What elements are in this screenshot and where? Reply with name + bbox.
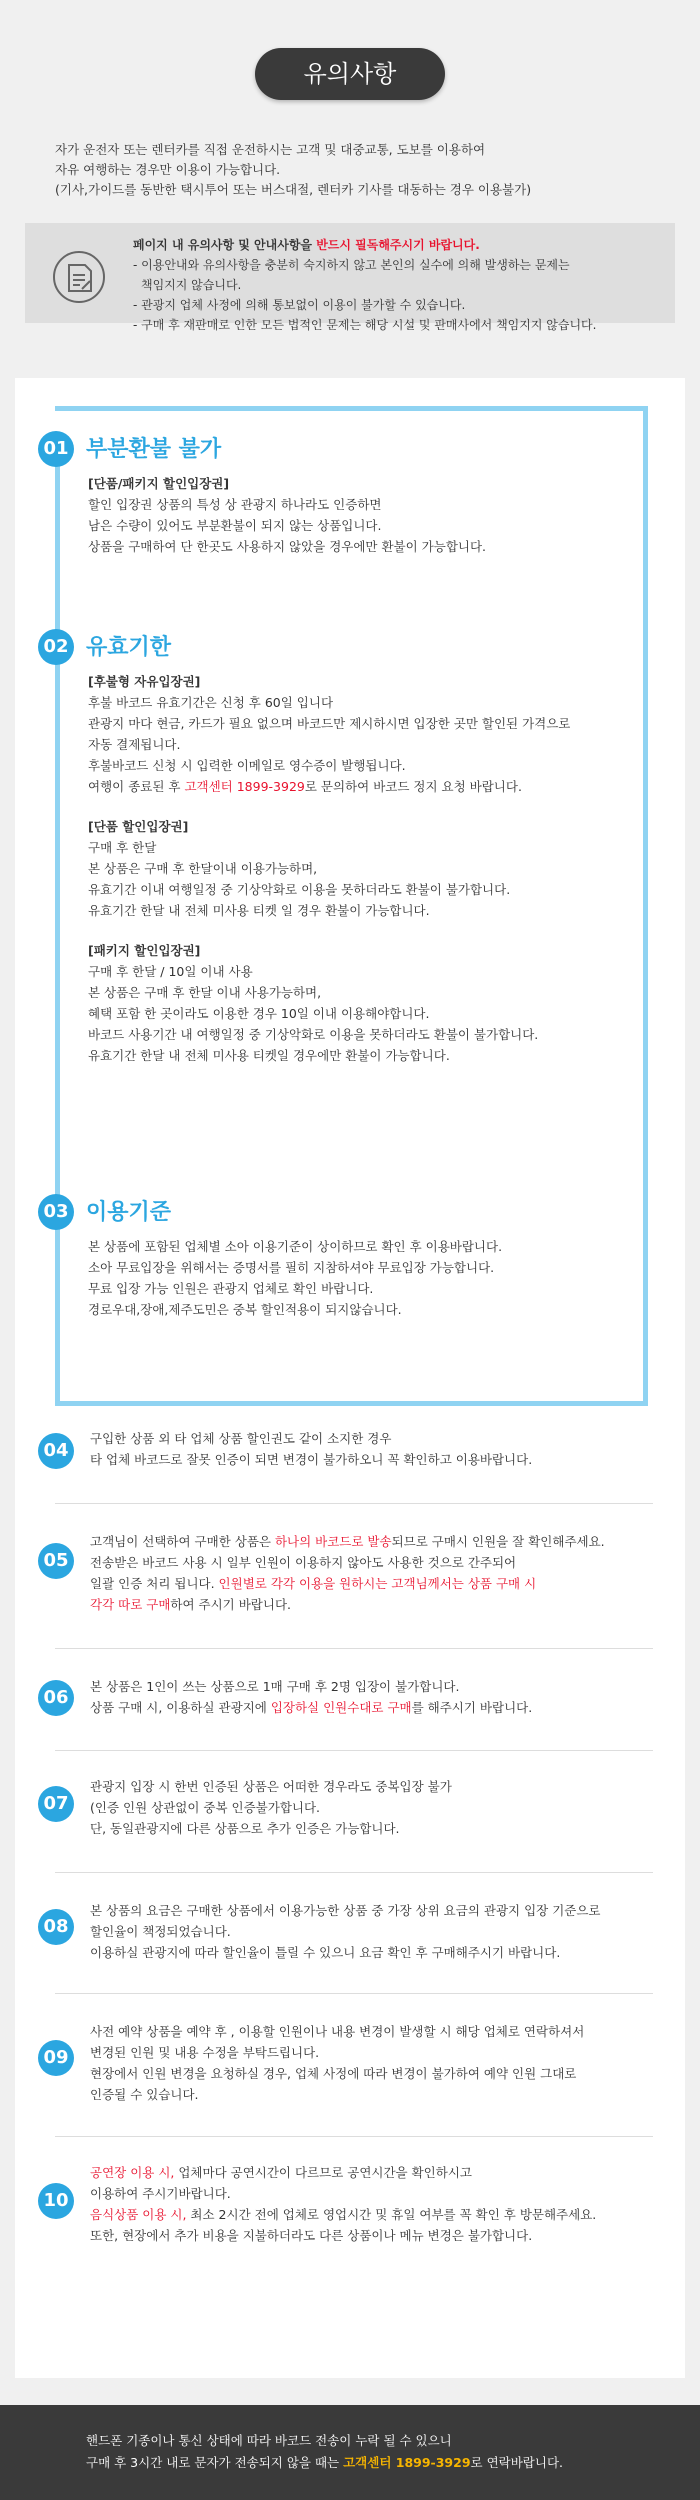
- divider: [55, 1993, 653, 1994]
- divider: [55, 1648, 653, 1649]
- section-body: 본 상품에 포함된 업체별 소아 이용기준이 상이하므로 확인 후 이용바랍니다. 소아 무료입장을 위해서는 증명서를 필히 지참하셔야 무료입장 가능합니다. 무료 입장 가능 인원은 관광지 업체로 확인 바랍니다. 경로우대,장애,제주도민은 중복 할인적용이 되지않습니다.: [88, 1239, 503, 1317]
- item-text: 사전 예약 상품을 예약 후 , 이용할 인원이나 내용 변경이 발생할 시 해당 업체로 연락하셔서 변경된 인원 및 내용 수정을 부탁드립니다. 현장에서 인원 변경을 요청하실 경우, 업체 사정에 따라 변경이 불가하여 예약 인원 그대로 인증될 수 있습니다.: [90, 2024, 585, 2102]
- item-number: 07: [38, 1786, 74, 1822]
- divider: [55, 2136, 653, 2137]
- item-number: 06: [38, 1680, 74, 1716]
- item-text: 관광지 입장 시 한번 인증된 상품은 어떠한 경우라도 중복입장 불가 (인증 인원 상관없이 중복 인증불가합니다. 단, 동일관광지에 다른 상품으로 추가 인증은 가능합니다.: [90, 1779, 452, 1836]
- section-title: 이용기준: [86, 1200, 172, 1225]
- item-text: 구입한 상품 외 타 업체 상품 할인권도 같이 소지한 경우 타 업체 바코드로 잘못 인증이 되면 변경이 불가하오니 꼭 확인하고 이용바랍니다.: [90, 1431, 533, 1467]
- item-number: 09: [38, 2040, 74, 2076]
- divider: [55, 1750, 653, 1751]
- footer: [0, 2405, 700, 2500]
- divider: [55, 1872, 653, 1873]
- document-icon: [53, 251, 105, 303]
- section-body: [단품/패키지 할인입장권] 할인 입장권 상품의 특성 상 관광지 하나라도 인증하면 남은 수량이 있어도 부분환불이 되지 않는 상품입니다. 상품을 구매하여 단 한곳도 사용하지 않았을 경우에만 환불이 가능합니다.: [88, 476, 487, 554]
- header-area: [0, 0, 700, 355]
- section-title: 유효기한: [86, 635, 172, 660]
- footer-text: 핸드폰 기종이나 통신 상태에 따라 바코드 전송이 누락 될 수 있으니 구매 후 3시간 내로 문자가 전송되지 않을 때는 고객센터 1899-3929로 연락바랍니다.: [86, 2433, 563, 2470]
- item-text: 공연장 이용 시, 업체마다 공연시간이 다르므로 공연시간을 확인하시고 이용하여 주시기바랍니다. 음식상품 이용 시, 최소 2시간 전에 업체로 영업시간 및 휴일 여부를 꼭 확인 후 방문해주세요. 또한, 현장에서 추가 비용을 지불하더라도 다른 상품이나 메뉴 변경은 불가합니다.: [90, 2165, 597, 2243]
- item-number: 08: [38, 1909, 74, 1945]
- divider: [55, 1503, 653, 1504]
- section-body: [후불형 자유입장권] 후불 바코드 유효기간은 신청 후 60일 입니다 관광지 마다 현금, 카드가 필요 없으며 바코드만 제시하시면 입장한 곳만 할인된 가격으로 자동 결제됩니다. 후불바코드 신청 시 입력한 이메일로 영수증이 발행됩니다. 여행이 종료된 후 고객센터 1899-3929로 문의하여 바코드 정지 요청 바랍니다. [단품 할인입장권] 구매 후 한달 본 상품은 구매 후 한달이내 이용가능하며, 유효기간 이내 여행일정 중 기상악화로 이용을 못하더라도 환불이 불가합니다. 유효기간 한달 내 전체 미사용 티켓 일 경우 환불이 가능합니다. [패키지 할인입장권] 구매 후 한달 / 10일 이내 사용 본 상품은 구매 후 한달 이내 사용가능하며, 혜택 포함 한 곳이라도 이용한 경우 10일 이내 이용해야합니다. 바코드 사용기간 내 여행일정 중 기상악화로 이용을 못하더라도 환불이 불가합니다. 유효기간 한달 내 전체 미사용 티켓일 경우에만 환불이 가능합니다.: [88, 674, 571, 1063]
- item-text: 본 상품은 1인이 쓰는 상품으로 1매 구매 후 2명 입장이 불가합니다. 상품 구매 시, 이용하실 관광지에 입장하실 인원수대로 구매를 해주시기 바랍니다.: [90, 1679, 533, 1715]
- intro-text: 자가 운전자 또는 렌터카를 직접 운전하시는 고객 및 대중교통, 도보를 이용하여 자유 여행하는 경우만 이용이 가능합니다. (기사,가이드를 동반한 택시투어 또는 버스대절, 렌터카 기사를 대동하는 경우 이용불가): [55, 142, 532, 197]
- notice-text: 페이지 내 유의사항 및 안내사항을 반드시 필독해주시기 바랍니다. - 이용안내와 유의사항을 충분히 숙지하지 않고 본인의 실수에 의해 발생하는 문제는 책임지지 않습니다. - 관광지 업체 사정에 의해 통보없이 이용이 불가할 수 있습니다. - 구매 후 재판매로 인한 모든 법적인 문제는 해당 시설 및 판매사에서 책임지지 않습니다.: [133, 238, 597, 332]
- section-number: 03: [38, 1194, 74, 1230]
- notice-box: [25, 223, 675, 332]
- item-number: 10: [38, 2183, 74, 2219]
- section-title: 부분환불 불가: [86, 437, 222, 462]
- section-number: 01: [38, 431, 74, 467]
- item-text: 고객님이 선택하여 구매한 상품은 하나의 바코드로 발송되므로 구매시 인원을 잘 확인해주세요. 전송받은 바코드 사용 시 일부 인원이 이용하지 않아도 사용한 것으로 간주되어 일괄 인증 처리 됩니다. 인원별로 각각 이용을 원하시는 고객님께서는 상품 구매 시 각각 따로 구매하여 주시기 바랍니다.: [90, 1534, 605, 1612]
- content-card: [15, 378, 685, 2378]
- section-number: 02: [38, 629, 74, 665]
- item-text: 본 상품의 요금은 구매한 상품에서 이용가능한 상품 중 가장 상위 요금의 관광지 입장 기준으로 할인율이 책정되었습니다. 이용하실 관광지에 따라 할인율이 틀릴 수 있으니 요금 확인 후 구매해주시기 바랍니다.: [90, 1903, 601, 1960]
- item-number: 04: [38, 1433, 74, 1469]
- item-number: 05: [38, 1543, 74, 1579]
- page-title: 유의사항: [255, 48, 445, 100]
